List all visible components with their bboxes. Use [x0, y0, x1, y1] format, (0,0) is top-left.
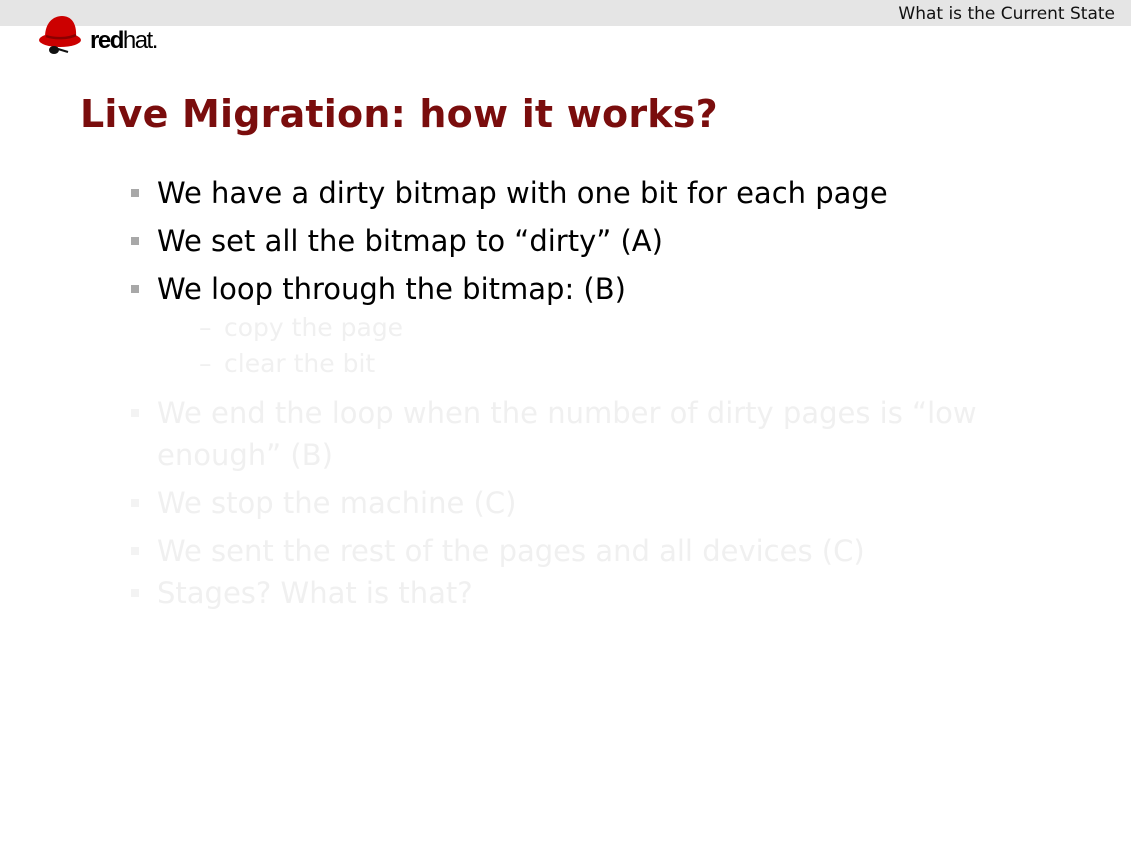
bullet-text: Stages? What is that? — [157, 576, 473, 610]
dash-bullet-icon: – — [199, 313, 212, 342]
sub-bullet-text: copy the page — [224, 313, 404, 342]
sub-bullet-item — [157, 346, 1030, 382]
bullet-text: We loop through the bitmap: (B) — [157, 272, 626, 306]
bullet-text: We end the loop when the number of dirty pages is “low enough” (B) — [157, 396, 977, 472]
shadowman-hat-icon — [36, 10, 86, 56]
bullet-list — [130, 172, 1030, 614]
square-bullet-icon — [131, 285, 139, 293]
sub-bullet-text: clear the bit — [224, 349, 376, 378]
sub-bullet-item — [157, 310, 1030, 346]
logo-wordmark: redhat. — [90, 27, 157, 54]
bullet-item — [130, 220, 1030, 262]
bullet-item — [130, 172, 1030, 214]
bullet-item — [130, 482, 1030, 524]
redhat-logo — [36, 10, 186, 56]
bullet-text: We set all the bitmap to “dirty” (A) — [157, 224, 663, 258]
bullet-item — [130, 268, 1030, 382]
bullet-text: We have a dirty bitmap with one bit for each page — [157, 176, 888, 210]
slide-title: Live Migration: how it works? — [80, 92, 718, 136]
bullet-item — [130, 530, 1030, 572]
section-title: What is the Current State — [898, 4, 1115, 24]
square-bullet-icon — [131, 237, 139, 245]
bullet-item — [130, 392, 1030, 476]
square-bullet-icon — [131, 409, 139, 417]
bullet-text: We stop the machine (C) — [157, 486, 517, 520]
square-bullet-icon — [131, 589, 139, 597]
bullet-text: We sent the rest of the pages and all devices (C) — [157, 534, 865, 568]
square-bullet-icon — [131, 499, 139, 507]
dash-bullet-icon: – — [199, 349, 212, 378]
square-bullet-icon — [131, 189, 139, 197]
square-bullet-icon — [131, 547, 139, 555]
bullet-item — [130, 572, 1030, 614]
sub-bullet-list — [157, 310, 1030, 382]
